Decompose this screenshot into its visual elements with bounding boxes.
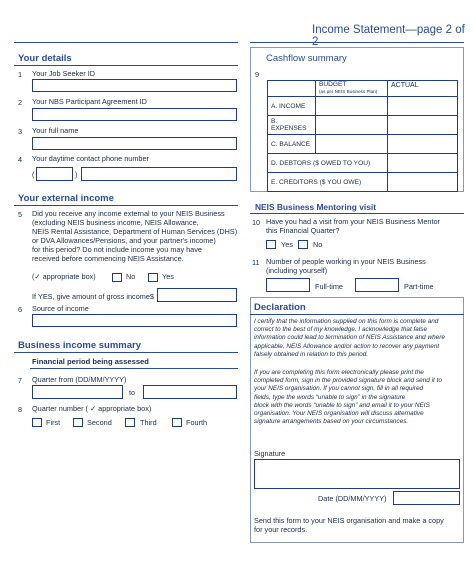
q5-question <box>32 209 237 263</box>
q5-appropriate-box-hint: (✓ appropriate box) <box>32 272 96 281</box>
phone-label: Your daytime contact phone number <box>32 154 149 163</box>
q11-line: (including yourself) <box>266 266 328 275</box>
expenses-actual-cell[interactable] <box>388 116 457 135</box>
actual-header-label: ACTUAL <box>391 82 419 89</box>
participant-agreement-id-field[interactable] <box>32 108 237 121</box>
declaration-line: I certify that the information supplied on this form is complete and <box>254 318 439 325</box>
income-source-field[interactable] <box>32 314 237 327</box>
q5-line: NEIS Rental Assistance, Department of Human Services (DHS) <box>32 227 238 236</box>
part-time-label: Part-time <box>404 282 434 291</box>
declaration-line: your NEIS organisation. If you cannot sign, fill in all required <box>254 385 424 393</box>
declaration-line: information could lead to termination of NEIS Assistance and where <box>254 334 445 342</box>
quarter-second-checkbox[interactable] <box>73 418 83 427</box>
external-income-rule <box>14 205 238 206</box>
phone-number-field[interactable] <box>81 167 237 181</box>
quarter-fourth-checkbox[interactable] <box>172 418 182 427</box>
declaration-rule <box>250 314 464 315</box>
page-title: Income Statement—page 2 of <box>312 24 465 36</box>
job-seeker-id-label: Your Job Seeker ID <box>32 69 96 78</box>
business-income-heading: Business income summary <box>18 340 142 351</box>
quarter-third-label: Third <box>140 418 157 427</box>
cashflow-table <box>267 80 458 192</box>
income-source-label: Source of income <box>32 304 89 313</box>
business-income-rule <box>14 352 238 353</box>
signature-date-field[interactable] <box>393 491 460 505</box>
phone-paren-open: ( <box>32 170 35 179</box>
job-seeker-id-field[interactable] <box>32 79 237 92</box>
header-rule-right <box>250 42 464 43</box>
q2-number: 2 <box>18 98 23 107</box>
creditors-actual-cell[interactable] <box>388 173 457 191</box>
declaration-heading: Declaration <box>254 302 306 313</box>
financial-period-subheading: Financial period being assessed <box>32 357 149 366</box>
q3-number: 3 <box>18 127 23 136</box>
debtors-actual-cell[interactable] <box>388 154 457 173</box>
declaration-line: correct to the best of my knowledge. I acknowledge that false <box>254 326 427 334</box>
phone-paren-close: ) <box>75 170 78 179</box>
budget-header-label: BUDGET <box>319 81 347 88</box>
cashflow-row-label: D. DEBTORS ($ OWED TO YOU) <box>268 154 388 173</box>
quarter-from-label: Quarter from (DD/MM/YYYY) <box>32 375 127 384</box>
send-instructions <box>254 516 444 534</box>
q6-number: 6 <box>18 305 23 314</box>
gross-income-currency: $ <box>150 292 155 301</box>
q5-no-label: No <box>126 272 136 281</box>
gross-income-label: If YES, give amount of gross income <box>32 292 150 301</box>
q5-yes-checkbox[interactable] <box>148 273 158 282</box>
your-details-rule <box>14 65 238 66</box>
income-actual-cell[interactable] <box>388 97 457 116</box>
signature-date-label: Date (DD/MM/YYYY) <box>318 494 387 503</box>
declaration-line: organisation. Your NEIS organisation will discuss alternative <box>254 410 424 418</box>
actual-column-header <box>388 81 457 97</box>
quarter-third-checkbox[interactable] <box>125 418 135 427</box>
income-budget-cell[interactable] <box>316 97 388 116</box>
mentoring-no-checkbox[interactable] <box>298 240 308 249</box>
mentoring-yes-label: Yes <box>281 240 293 249</box>
q10-number: 10 <box>252 218 261 227</box>
quarter-to-label: to <box>129 388 136 397</box>
cashflow-row-label: B. EXPENSES <box>268 116 316 135</box>
phone-area-code-field[interactable] <box>36 167 73 181</box>
q5-line: or DVA Allowances/Pensions, and your partner's income) <box>32 236 216 245</box>
budget-header-sublabel: (as per NEIS Business Plan) <box>319 88 378 94</box>
cashflow-row-label: C. BALANCE <box>268 135 316 154</box>
q11-number: 11 <box>252 258 260 267</box>
full-time-count-field[interactable] <box>266 278 310 292</box>
financial-period-rule <box>30 368 238 369</box>
full-name-label: Your full name <box>32 126 79 135</box>
q4-number: 4 <box>18 155 23 164</box>
q5-line: (excluding NEIS business income, NEIS Allowance, <box>32 218 199 227</box>
mentoring-rule <box>250 213 464 214</box>
q11-line: Number of people working in your NEIS Business <box>266 257 426 266</box>
quarter-to-field[interactable] <box>143 385 237 399</box>
declaration-line: applicable, NEIS Allowance and/or action to recover any payment <box>254 342 440 350</box>
q5-line: for this period? Do not include income you may have <box>32 245 202 254</box>
participant-agreement-id-label: Your NBS Participant Agreement ID <box>32 97 147 106</box>
declaration-line: completed form, sign in the provided signature block and send it to <box>254 377 442 385</box>
declaration-certification-text <box>254 318 462 359</box>
q5-line: Did you receive any income external to your NEIS Business <box>32 209 225 218</box>
external-income-heading: Your external income <box>18 193 114 204</box>
declaration-line: block with the words “unable to sign” and email it to your NEIS <box>254 401 430 409</box>
quarter-first-label: First <box>46 418 61 427</box>
q10-question <box>266 217 440 235</box>
balance-actual-cell[interactable] <box>388 135 457 154</box>
q5-no-checkbox[interactable] <box>112 273 122 282</box>
budget-column-header <box>316 81 388 97</box>
send-instructions-line: for your records. <box>254 525 308 534</box>
q1-number: 1 <box>18 70 23 79</box>
header-rule-left <box>14 42 238 43</box>
declaration-line: fields, type the words “unable to sign” in the signature <box>254 393 406 401</box>
signature-field[interactable] <box>254 459 460 489</box>
q5-line: received before commencing NEIS Assistance. <box>32 254 184 263</box>
balance-budget-cell[interactable] <box>316 135 388 154</box>
quarter-fourth-label: Fourth <box>186 418 208 427</box>
your-details-heading: Your details <box>18 53 72 64</box>
mentoring-heading: NEIS Business Mentoring visit <box>255 202 376 212</box>
full-name-field[interactable] <box>32 137 237 150</box>
cashflow-row-label: E. CREDITORS ($ YOU OWE) <box>268 173 388 191</box>
q8-number: 8 <box>18 405 23 414</box>
q7-number: 7 <box>18 376 23 385</box>
gross-income-field[interactable] <box>157 288 237 302</box>
q5-yes-label: Yes <box>162 272 174 281</box>
expenses-budget-cell[interactable] <box>316 116 388 135</box>
part-time-count-field[interactable] <box>355 278 399 292</box>
cashflow-row-label: A. INCOME <box>268 97 316 116</box>
quarter-from-field[interactable] <box>32 385 123 399</box>
q10-line: this Financial Quarter? <box>266 226 340 235</box>
cashflow-corner-cell <box>268 81 316 97</box>
declaration-line: falsely obtained in relation to this period. <box>254 350 369 358</box>
mentoring-yes-checkbox[interactable] <box>266 240 276 249</box>
send-instructions-line: Send this form to your NEIS organisation and make a copy <box>254 516 444 525</box>
full-time-label: Full-time <box>315 282 343 291</box>
quarter-second-label: Second <box>87 418 112 427</box>
cashflow-heading: Cashflow summary <box>266 53 347 64</box>
q10-line: Have you had a visit from your NEIS Business Mentor <box>266 217 440 226</box>
declaration-electronic-text <box>254 369 462 426</box>
declaration-line: signature arrangements based on your circumstances. <box>254 418 409 426</box>
mentoring-no-label: No <box>313 240 323 249</box>
q11-question <box>266 257 426 275</box>
quarter-number-label: Quarter number ( ✓ appropriate box) <box>32 404 152 413</box>
signature-label: Signature <box>254 449 286 458</box>
declaration-line: If you are completing this form electronically please print the <box>254 369 424 376</box>
q5-number: 5 <box>18 210 23 219</box>
q9-number: 9 <box>255 70 260 79</box>
quarter-first-checkbox[interactable] <box>32 418 42 427</box>
